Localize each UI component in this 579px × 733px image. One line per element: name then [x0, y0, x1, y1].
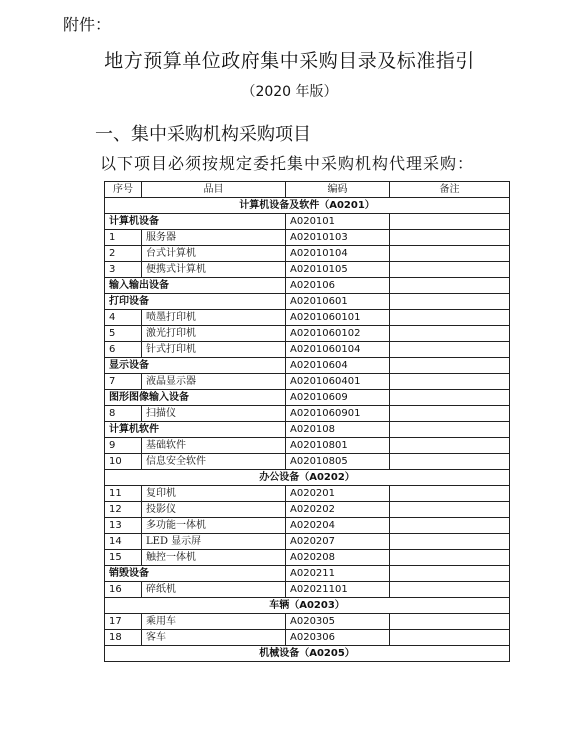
- item-name: 信息安全软件: [142, 454, 286, 470]
- section-title: 办公设备（A0202）: [105, 470, 510, 486]
- remark-cell: [390, 278, 510, 294]
- table-row: [105, 630, 510, 646]
- table-category-row: [105, 278, 510, 294]
- item-name: 投影仪: [142, 502, 286, 518]
- item-name: LED 显示屏: [142, 534, 286, 550]
- item-number: 14: [105, 534, 142, 550]
- item-code: A02010105: [286, 262, 390, 278]
- item-code: A0201060104: [286, 342, 390, 358]
- item-code: A02010104: [286, 246, 390, 262]
- table-category-row: [105, 214, 510, 230]
- procurement-table: [104, 181, 510, 662]
- item-name: 乘用车: [142, 614, 286, 630]
- item-number: 8: [105, 406, 142, 422]
- remark-cell: [390, 310, 510, 326]
- item-code: A0201060101: [286, 310, 390, 326]
- remark-cell: [390, 518, 510, 534]
- category-name: 显示设备: [105, 358, 286, 374]
- item-code: A02010103: [286, 230, 390, 246]
- item-number: 12: [105, 502, 142, 518]
- table-section-row: [105, 198, 510, 214]
- item-name: 针式打印机: [142, 342, 286, 358]
- item-number: 4: [105, 310, 142, 326]
- table-row: [105, 246, 510, 262]
- item-number: 3: [105, 262, 142, 278]
- remark-cell: [390, 566, 510, 582]
- item-name: 基础软件: [142, 438, 286, 454]
- item-number: 11: [105, 486, 142, 502]
- table-section-row: [105, 646, 510, 662]
- item-number: 17: [105, 614, 142, 630]
- table-row: [105, 342, 510, 358]
- category-name: 销毁设备: [105, 566, 286, 582]
- remark-cell: [390, 262, 510, 278]
- item-number: 5: [105, 326, 142, 342]
- item-name: 激光打印机: [142, 326, 286, 342]
- item-number: 2: [105, 246, 142, 262]
- item-code: A020201: [286, 486, 390, 502]
- category-code: A020211: [286, 566, 390, 582]
- section-heading: 一、集中采购机构采购项目: [95, 124, 311, 145]
- remark-cell: [390, 614, 510, 630]
- remark-cell: [390, 630, 510, 646]
- category-name: 输入输出设备: [105, 278, 286, 294]
- category-name: 图形图像输入设备: [105, 390, 286, 406]
- remark-cell: [390, 438, 510, 454]
- item-code: A02010805: [286, 454, 390, 470]
- item-code: A020306: [286, 630, 390, 646]
- document-edition: （2020 年版）: [241, 84, 338, 100]
- section-title: 机械设备（A0205）: [105, 646, 510, 662]
- item-number: 1: [105, 230, 142, 246]
- remark-cell: [390, 358, 510, 374]
- remark-cell: [390, 230, 510, 246]
- remark-cell: [390, 326, 510, 342]
- item-code: A02021101: [286, 582, 390, 598]
- remark-cell: [390, 246, 510, 262]
- table-section-row: [105, 598, 510, 614]
- table-row: [105, 374, 510, 390]
- table-row: [105, 518, 510, 534]
- category-name: 计算机设备: [105, 214, 286, 230]
- table-row: [105, 534, 510, 550]
- header-no: 序号: [105, 182, 142, 198]
- remark-cell: [390, 422, 510, 438]
- remark-cell: [390, 342, 510, 358]
- item-code: A020204: [286, 518, 390, 534]
- category-code: A020106: [286, 278, 390, 294]
- item-code: A0201060102: [286, 326, 390, 342]
- item-name: 服务器: [142, 230, 286, 246]
- table-row: [105, 310, 510, 326]
- table-category-row: [105, 358, 510, 374]
- remark-cell: [390, 550, 510, 566]
- section-title: 车辆（A0203）: [105, 598, 510, 614]
- item-name: 复印机: [142, 486, 286, 502]
- remark-cell: [390, 534, 510, 550]
- header-code: 编码: [286, 182, 390, 198]
- item-code: A020202: [286, 502, 390, 518]
- item-number: 7: [105, 374, 142, 390]
- attachment-label: 附件：: [63, 15, 112, 34]
- item-name: 扫描仪: [142, 406, 286, 422]
- item-name: 碎纸机: [142, 582, 286, 598]
- table-header-row: [105, 182, 510, 198]
- table-body: [105, 198, 510, 662]
- item-code: A020208: [286, 550, 390, 566]
- remark-cell: [390, 390, 510, 406]
- remark-cell: [390, 374, 510, 390]
- item-number: 15: [105, 550, 142, 566]
- table-row: [105, 550, 510, 566]
- item-code: A0201060401: [286, 374, 390, 390]
- document-title: 地方预算单位政府集中采购目录及标准指引: [104, 50, 475, 72]
- table-row: [105, 502, 510, 518]
- table-category-row: [105, 566, 510, 582]
- category-name: 计算机软件: [105, 422, 286, 438]
- header-remark: 备注: [390, 182, 510, 198]
- item-code: A02010801: [286, 438, 390, 454]
- remark-cell: [390, 406, 510, 422]
- category-code: A02010604: [286, 358, 390, 374]
- table-row: [105, 614, 510, 630]
- item-number: 9: [105, 438, 142, 454]
- item-name: 喷墨打印机: [142, 310, 286, 326]
- remark-cell: [390, 486, 510, 502]
- category-code: A02010601: [286, 294, 390, 310]
- item-name: 多功能一体机: [142, 518, 286, 534]
- item-number: 18: [105, 630, 142, 646]
- category-code: A020108: [286, 422, 390, 438]
- table-category-row: [105, 294, 510, 310]
- remark-cell: [390, 582, 510, 598]
- remark-cell: [390, 454, 510, 470]
- item-number: 10: [105, 454, 142, 470]
- table-row: [105, 230, 510, 246]
- table-category-row: [105, 390, 510, 406]
- item-number: 6: [105, 342, 142, 358]
- section-title: 计算机设备及软件（A0201）: [105, 198, 510, 214]
- item-name: 便携式计算机: [142, 262, 286, 278]
- item-number: 13: [105, 518, 142, 534]
- item-name: 客车: [142, 630, 286, 646]
- item-name: 台式计算机: [142, 246, 286, 262]
- item-code: A020305: [286, 614, 390, 630]
- section-intro: 以下项目必须按规定委托集中采购机构代理采购：: [100, 154, 475, 173]
- remark-cell: [390, 294, 510, 310]
- category-code: A02010609: [286, 390, 390, 406]
- category-code: A020101: [286, 214, 390, 230]
- table-row: [105, 582, 510, 598]
- table-section-row: [105, 470, 510, 486]
- header-item: 品目: [142, 182, 286, 198]
- remark-cell: [390, 502, 510, 518]
- item-code: A0201060901: [286, 406, 390, 422]
- table-row: [105, 454, 510, 470]
- item-number: 16: [105, 582, 142, 598]
- category-name: 打印设备: [105, 294, 286, 310]
- table-row: [105, 438, 510, 454]
- table-row: [105, 326, 510, 342]
- table-row: [105, 406, 510, 422]
- table-row: [105, 486, 510, 502]
- item-name: 液晶显示器: [142, 374, 286, 390]
- table-category-row: [105, 422, 510, 438]
- table-row: [105, 262, 510, 278]
- item-name: 触控一体机: [142, 550, 286, 566]
- remark-cell: [390, 214, 510, 230]
- item-code: A020207: [286, 534, 390, 550]
